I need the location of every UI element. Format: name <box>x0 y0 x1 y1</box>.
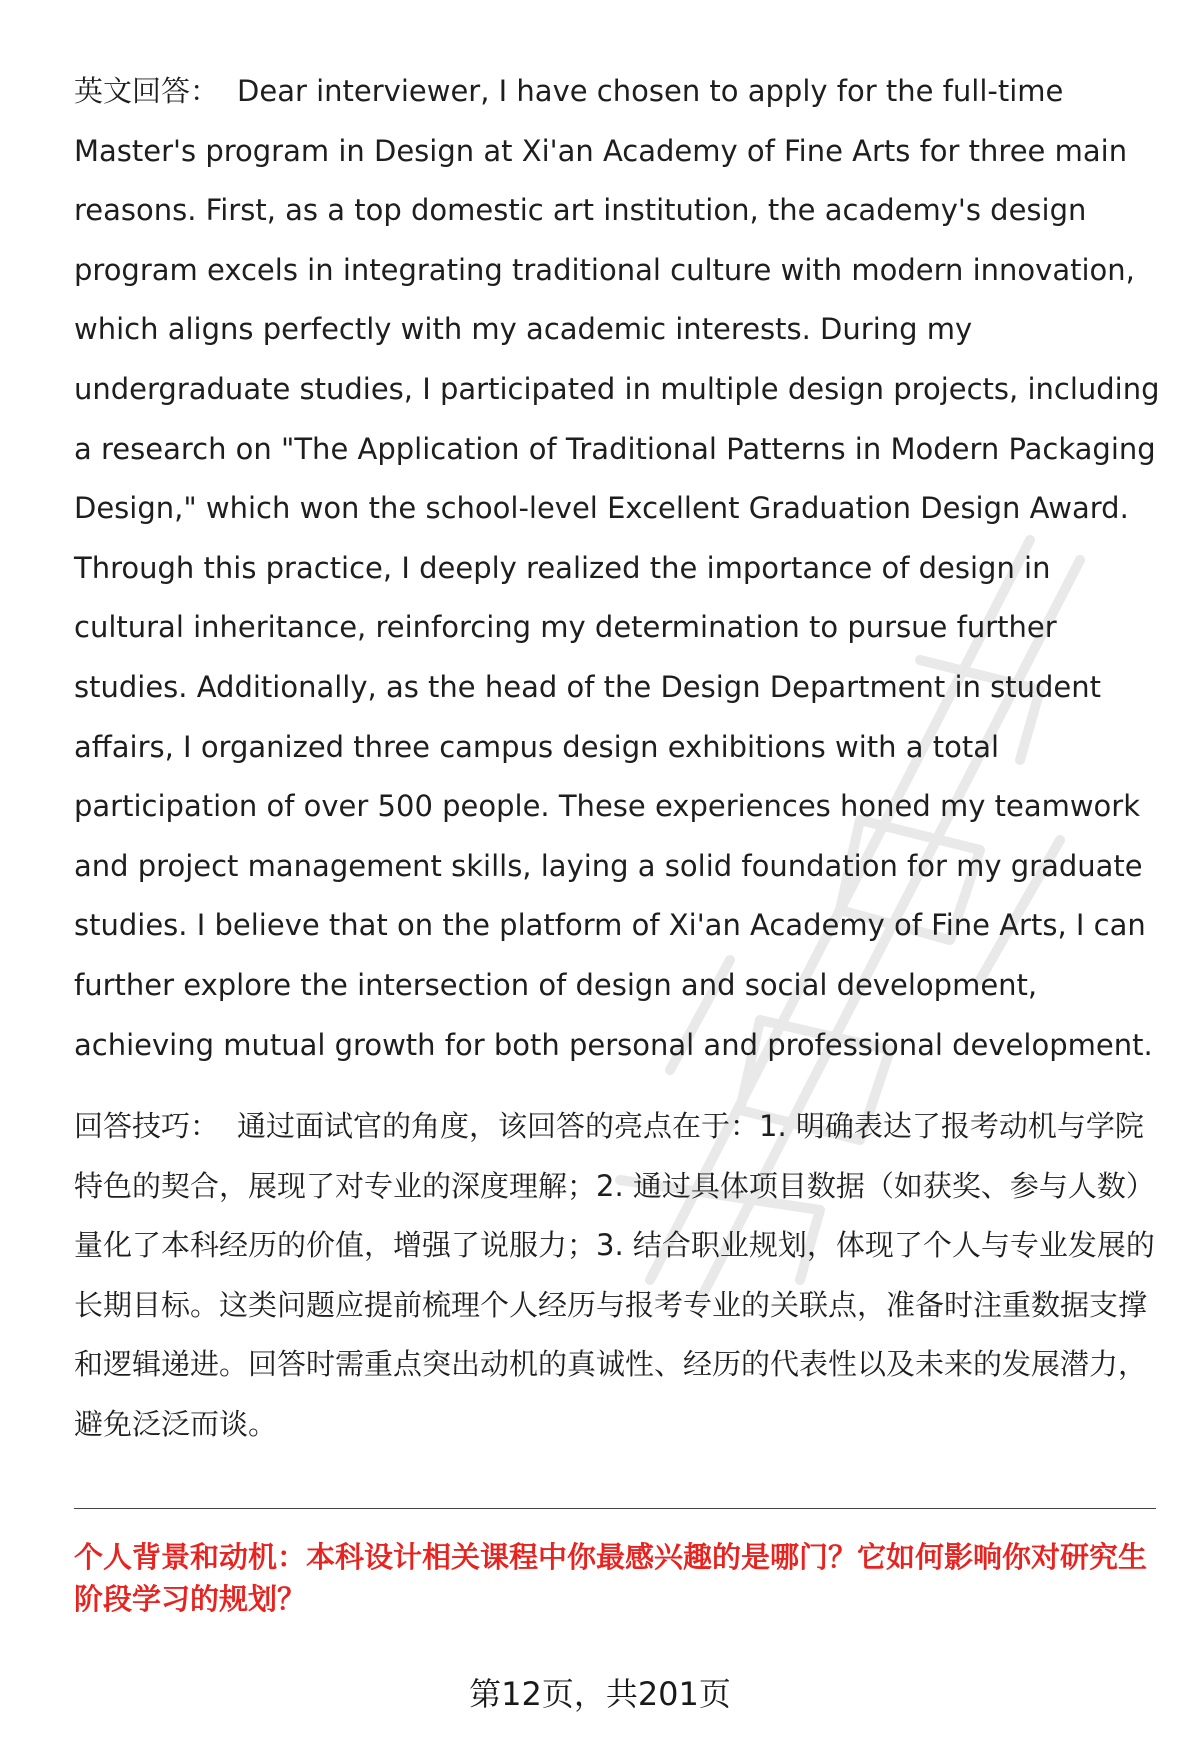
answer-label: 英文回答： <box>74 74 220 108</box>
main-content <box>74 62 1160 1455</box>
answer-text: Dear interviewer, I have chosen to apply for the full-time Master's program in Design at Xi'an Academy of Fine Arts for three main reasons. First, as a top domestic art institution, the academy's design program excels in integrating traditional culture with modern innovation, which aligns perfectly with my academic interests. During my undergraduate studies, I participated in multiple design projects, including a research on "The Application of Traditional Patterns in Modern Packaging Design," which won the school-level Excellent Graduation Design Award. Through this practice, I deeply realized the importance of design in cultural inheritance, reinforcing my determination to pursue further studies. Additionally, as the head of the Design Department in student affairs, I organized three campus design exhibitions with a total participation of over 500 people. These experiences honed my teamwork and project management skills, laying a solid foundation for my graduate studies. I believe that on the platform of Xi'an Academy of Fine Arts, I can further explore the intersection of design and social development, achieving mutual growth for both personal and professional development. <box>74 74 1160 1062</box>
answer-tips-paragraph <box>74 1097 1160 1455</box>
next-question-heading: 个人背景和动机：本科设计相关课程中你最感兴趣的是哪门？它如何影响你对研究生阶段学习的规划？ <box>74 1540 1148 1616</box>
section-divider <box>74 1508 1156 1509</box>
tips-label: 回答技巧： <box>74 1109 220 1144</box>
tips-text: 通过面试官的角度，该回答的亮点在于：1. 明确表达了报考动机与学院特色的契合，展现了对专业的深度理解；2. 通过具体项目数据（如获奖、参与人数）量化了本科经历的价值，增强了说服力；3. 结合职业规划，体现了个人与专业发展的长期目标。这类问题应提前梳理个人经历与报考专业的关联点，准备时注重数据支撑和逻辑递进。回答时需重点突出动机的真诚性、经历的代表性以及未来的发展潜力，避免泛泛而谈。 <box>74 1109 1155 1442</box>
english-answer-paragraph <box>74 62 1160 1075</box>
page-indicator: 第12页，共201页 <box>469 1675 731 1713</box>
